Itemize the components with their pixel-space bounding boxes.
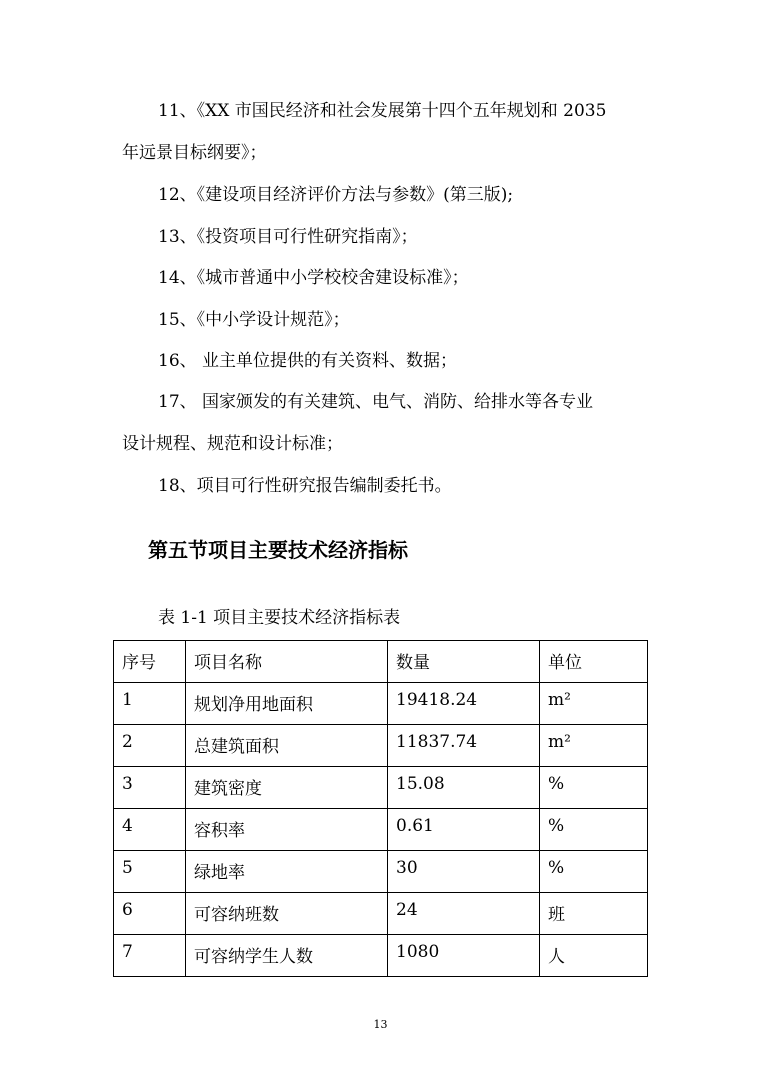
cell-item-name: 可容纳班数 — [186, 893, 388, 935]
table-row — [114, 683, 648, 725]
cell-unit: m² — [540, 683, 648, 725]
table-row — [114, 767, 648, 809]
cell-item-name: 绿地率 — [186, 851, 388, 893]
cell-unit: % — [540, 851, 648, 893]
table-row — [114, 809, 648, 851]
reference-item-13: 13、《投资项目可行性研究指南》； — [158, 227, 418, 247]
reference-item-12: 12、《建设项目经济评价方法与参数》(第三版); — [158, 185, 514, 205]
page-number: 13 — [373, 1018, 388, 1031]
reference-item-16: 16、 业主单位提供的有关资料、数据； — [158, 351, 458, 371]
cell-serial: 1 — [114, 683, 186, 725]
cell-serial: 3 — [114, 767, 186, 809]
cell-item-name: 容积率 — [186, 809, 388, 851]
table-row — [114, 935, 648, 977]
cell-unit: % — [540, 767, 648, 809]
indicators-table — [113, 640, 648, 977]
cell-quantity: 11837.74 — [388, 725, 540, 767]
cell-unit: % — [540, 809, 648, 851]
reference-item-17-continued: 设计规程、规范和设计标准； — [122, 434, 343, 454]
reference-item-11-continued: 年远景目标纲要》； — [122, 143, 267, 163]
cell-unit: 人 — [540, 935, 648, 977]
cell-quantity: 0.61 — [388, 809, 540, 851]
reference-item-11: 11、《XX 市国民经济和社会发展第十四个五年规划和 2035 — [158, 101, 607, 121]
cell-quantity: 24 — [388, 893, 540, 935]
cell-serial: 2 — [114, 725, 186, 767]
cell-quantity: 19418.24 — [388, 683, 540, 725]
cell-item-name: 建筑密度 — [186, 767, 388, 809]
cell-item-name: 规划净用地面积 — [186, 683, 388, 725]
header-unit: 单位 — [540, 641, 648, 683]
cell-unit: 班 — [540, 893, 648, 935]
header-serial: 序号 — [114, 641, 186, 683]
reference-item-14: 14、《城市普通中小学校校舍建设标准》； — [158, 268, 469, 288]
cell-quantity: 30 — [388, 851, 540, 893]
table-row — [114, 851, 648, 893]
reference-item-15: 15、《中小学设计规范》； — [158, 310, 350, 330]
cell-unit: m² — [540, 725, 648, 767]
table-row — [114, 893, 648, 935]
table-header-row — [114, 641, 648, 683]
cell-item-name: 可容纳学生人数 — [186, 935, 388, 977]
section-heading: 第五节项目主要技术经济指标 — [148, 538, 408, 562]
cell-quantity: 1080 — [388, 935, 540, 977]
cell-serial: 4 — [114, 809, 186, 851]
header-item-name: 项目名称 — [186, 641, 388, 683]
cell-serial: 6 — [114, 893, 186, 935]
reference-item-18: 18、项目可行性研究报告编制委托书。 — [158, 476, 452, 496]
table-caption: 表 1-1 项目主要技术经济指标表 — [158, 608, 401, 628]
cell-quantity: 15.08 — [388, 767, 540, 809]
cell-serial: 5 — [114, 851, 186, 893]
table-row — [114, 725, 648, 767]
cell-item-name: 总建筑面积 — [186, 725, 388, 767]
reference-item-17: 17、 国家颁发的有关建筑、电气、消防、给排水等各专业 — [158, 392, 594, 412]
header-quantity: 数量 — [388, 641, 540, 683]
cell-serial: 7 — [114, 935, 186, 977]
